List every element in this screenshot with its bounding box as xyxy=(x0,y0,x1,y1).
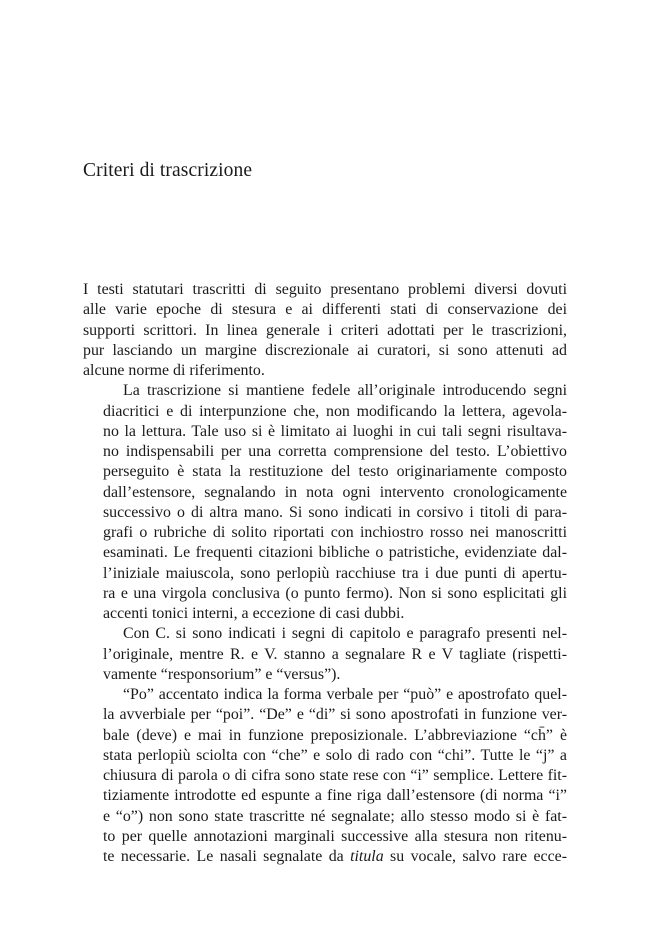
text-line: alcune norme di riferimento. xyxy=(83,362,265,379)
text-line: vamente “responsorium” e “versus”). xyxy=(103,665,341,683)
text-line: grafi o rubriche di solito riportati con inchiostro rosso nei manoscritti xyxy=(103,524,567,541)
paragraph-1 xyxy=(83,280,567,381)
text-line: l’originale, mentre R. e V. stanno a segnalare R e V tagliate (rispetti- xyxy=(103,645,567,663)
text-line: La trascrizione si mantiene fedele all’originale introducendo segni xyxy=(123,382,567,400)
text-line xyxy=(83,847,567,867)
text-line: successivo o di altra mano. Si sono indicati in corsivo i titoli di para- xyxy=(103,503,567,521)
text-line: I testi statutari trascritti di seguito presentano problemi diversi dovuti xyxy=(83,281,567,298)
text-line: perseguito è stata la restituzione del testo originariamente composto xyxy=(103,463,567,481)
text-line: “Po” accentato indica la forma verbale per “può” e apostrofato quel- xyxy=(123,686,567,703)
text-fragment: te necessarie. Le nasali segnalate da xyxy=(103,848,351,865)
text-line: to per quelle annotazioni marginali successive alla stesura non ritenu- xyxy=(103,827,567,845)
text-line: no indispensabili per una corretta comprensione del testo. L’obiettivo xyxy=(103,443,567,460)
text-line: la avverbiale per “poi”. “De” e “di” si sono apostrofati in funzione ver- xyxy=(103,706,567,724)
page-title: Criteri di trascrizione xyxy=(83,160,253,181)
italic-term: titula xyxy=(350,848,384,865)
text-line: pur lasciando un margine discrezionale ai curatori, si sono attenuti ad xyxy=(83,341,567,359)
text-line: Con C. si sono indicati i segni di capitolo e paragrafo presenti nel- xyxy=(123,625,567,643)
text-line: tiziamente introdotte ed espunte a fine riga dall’estensore (di norma “i” xyxy=(103,787,567,805)
text-line: supporti scrittori. In linea generale i criteri adottati per le trascrizioni, xyxy=(83,321,567,339)
text-line: stata perlopiù sciolta con “che” e solo di rado con “chi”. Tutte le “j” a xyxy=(103,746,567,764)
text-line: e “o”) non sono state trascritte né segnalate; allo stesso modo si è fat- xyxy=(103,807,567,825)
text-line: esaminati. Le frequenti citazioni bibliche o patristiche, evidenziate dal- xyxy=(103,544,567,562)
paragraph-4 xyxy=(83,685,567,867)
text-line: alle varie epoche di stesura e ai differenti stati di conservazione dei xyxy=(83,301,567,319)
text-fragment: su vocale, salvo rare ecce- xyxy=(383,848,567,865)
text-line: diacritici e di interpunzione che, non modificando la lettera, agevola- xyxy=(103,402,567,420)
text-line: chiusura di parola o di cifra sono state rese con “i” semplice. Lettere fit- xyxy=(103,767,567,784)
paragraph-3 xyxy=(83,624,567,685)
text-line: l’iniziale maiuscola, sono perlopiù racchiuse tra i due punti di apertu- xyxy=(103,564,567,582)
text-line: ra e una virgola conclusiva (o punto fermo). Non si sono esplicitati gli xyxy=(103,584,567,602)
text-line: no la lettura. Tale uso si è limitato ai luoghi in cui tali segni risultava- xyxy=(103,422,567,440)
text-line: accenti tonici interni, a eccezione di casi dubbi. xyxy=(103,605,405,622)
text-line: dall’estensore, segnalando in nota ogni intervento cronologicamente xyxy=(103,483,567,501)
body-text xyxy=(83,280,567,867)
paragraph-2 xyxy=(83,381,567,624)
text-line: bale (deve) e mai in funzione preposizionale. L’abbreviazione “ch̄” è xyxy=(103,726,567,744)
